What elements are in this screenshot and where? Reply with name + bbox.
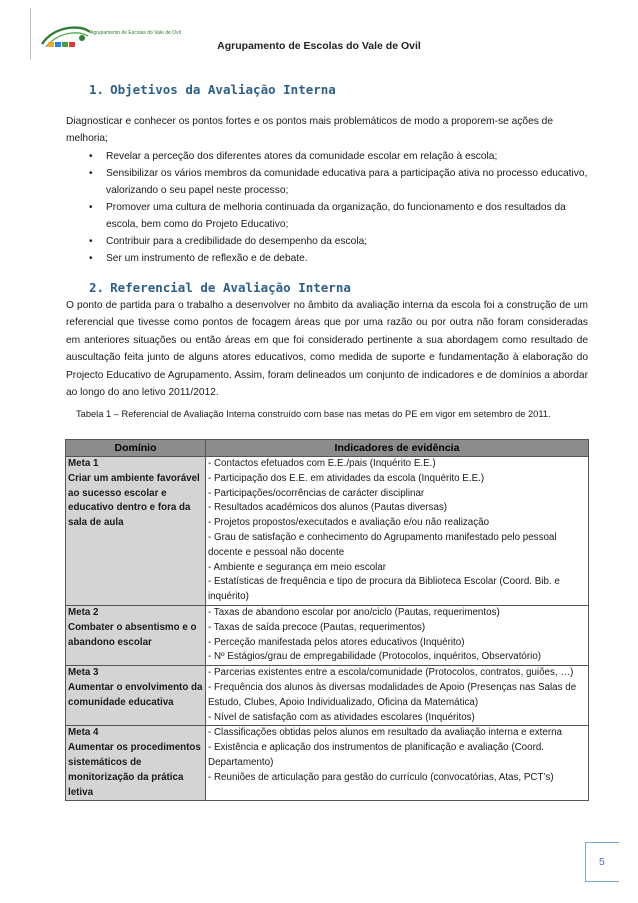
table-row — [66, 666, 589, 726]
indicator-item: - Nível de satisfação com as atividades escolares (Inquéritos) — [208, 711, 475, 723]
domain-text: Criar um ambiente favorável ao sucesso escolar e educativo dentro e fora da sala de aula — [68, 472, 200, 529]
indicator-item: - Grau de satisfação e conhecimento do Agrupamento manifestado pelo pessoal docente e pessoal não docente — [208, 531, 557, 558]
indicator-item: - Projetos propostos/executados e avaliação e/ou não realização — [208, 517, 490, 529]
table-caption: Tabela 1 – Referencial de Avaliação Interna construído com base nas metas do PE em vigor em setembro de 2011. — [76, 409, 551, 419]
objective-item: • Contribuir para a credibilidade do desempenho da escola; — [66, 233, 588, 250]
header-indicators: Indicadores de evidência — [206, 440, 589, 457]
indicators-cell — [206, 726, 589, 801]
table-header-row — [66, 440, 589, 457]
indicator-item: - Classificações obtidas pelos alunos em resultado da avaliação interna e externa — [208, 727, 562, 739]
objective-item: • Ser um instrumento de reflexão e de debate. — [66, 250, 588, 267]
objective-item: • Sensibilizar os vários membros da comunidade educativa para a participação ativa no processo educativo, valorizando o seu papel neste processo; — [66, 165, 588, 199]
indicators-cell — [206, 666, 589, 726]
indicator-item: - Existência e aplicação dos instrumentos de planificação e avaliação (Coord. Departamento) — [208, 742, 544, 768]
meta-label: Meta 2 — [68, 606, 99, 618]
domain-text: Aumentar o envolvimento da comunidade educativa — [68, 681, 203, 708]
indicator-item: - Ambiente e segurança em meio escolar — [208, 561, 387, 573]
indicator-item: - Taxas de saída precoce (Pautas, requerimentos) — [208, 621, 426, 633]
indicator-item: - Resultados académicos dos alunos (Pautas diversas) — [208, 502, 448, 514]
table-row — [66, 457, 589, 606]
objectives-list — [66, 148, 588, 267]
header-domain: Domínio — [66, 440, 206, 457]
domain-cell — [66, 457, 206, 606]
indicator-item: - Reuniões de articulação para gestão do currículo (convocatórias, Atas, PCT’s) — [208, 771, 554, 783]
section-1-title — [89, 82, 336, 97]
meta-label: Meta 1 — [68, 458, 99, 469]
indicator-item: - Taxas de abandono escolar por ano/ciclo (Pautas, requerimentos) — [208, 606, 500, 618]
section-1-title-text: Objetivos da Avaliação Interna — [110, 82, 336, 97]
indicator-item: - Parcerias existentes entre a escola/comunidade (Protocolos, contratos, guiões, …) — [208, 667, 574, 679]
meta-label: Meta 3 — [68, 667, 99, 679]
table-row — [66, 605, 589, 665]
indicator-item: - Frequência dos alunos às diversas modalidades de Apoio (Presenças nas Salas de Estudo, Clubes, Apoio Individualizado, Oficina da Matemática) — [208, 681, 577, 708]
school-name-header: Agrupamento de Escolas do Vale de Ovil — [217, 40, 421, 52]
indicators-cell — [206, 605, 589, 665]
section-1-number: 1. — [89, 82, 105, 97]
domain-cell — [66, 605, 206, 665]
domain-cell — [66, 726, 206, 801]
indicator-item: - Nº Estágios/grau de empregabilidade (Protocolos, inquéritos, Observatório) — [208, 651, 542, 663]
objective-item: • Promover uma cultura de melhoria continuada da organização, do funcionamento e dos resultados da escola, bem como do Projeto Educativo; — [66, 199, 588, 233]
reference-table — [65, 439, 589, 801]
section-1-intro: Diagnosticar e conhecer os pontos fortes e os pontos mais problemáticos de modo a proporem-se ações de melhoria; — [66, 116, 554, 145]
meta-label: Meta 4 — [68, 727, 99, 739]
page-number: 5 — [599, 856, 605, 868]
indicator-item: - Participação dos E.E. em atividades da escola (Inquérito E.E.) — [208, 472, 485, 484]
domain-cell — [66, 666, 206, 726]
table-row — [66, 726, 589, 801]
indicator-item: - Estatísticas de frequência e tipo de procura da Biblioteca Escolar (Coord. Bib. e inquérito) — [208, 576, 560, 603]
section-2-number: 2. — [89, 280, 105, 295]
domain-text: Aumentar os procedimentos sistemáticos de monitorização da prática letiva — [68, 742, 201, 798]
indicator-item: - Participações/ocorrências de carácter disciplinar — [208, 487, 425, 499]
objective-item: • Revelar a perceção dos diferentes atores da comunidade escolar em relação à escola; — [66, 148, 588, 165]
svg-text:Agrupamento de Escolas do Vale: Agrupamento de Escolas do Vale de Ovil — [90, 30, 181, 36]
section-2-paragraph: O ponto de partida para o trabalho a desenvolver no âmbito da avaliação interna da escola foi a construção de um referencial que tivesse como pontos de focagem áreas que por uma razão ou por outra não foram consideradas em anteriores situações ou então áreas em que foi considerado pertinente a sua abordagem como resultado de auscultação feita junto de alguns atores educativos, como medida de suporte e fundamentação à elaboração do Projecto Educativo de Agrupamento. Assim, foram delineados um conjunto de indicadores e de domínios a abordar ao longo do ano letivo 2011/2012. — [66, 300, 588, 399]
header-divider — [30, 8, 31, 60]
indicator-item: - Contactos efetuados com E.E./pais (Inquérito E.E.) — [208, 458, 436, 469]
indicators-cell — [206, 457, 589, 606]
section-2-title — [89, 280, 351, 295]
indicator-item: - Perceção manifestada pelos atores educativos (Inquérito) — [208, 636, 465, 648]
section-2-title-text: Referencial de Avaliação Interna — [110, 280, 351, 295]
domain-text: Combater o absentismo e o abandono escolar — [68, 621, 197, 648]
